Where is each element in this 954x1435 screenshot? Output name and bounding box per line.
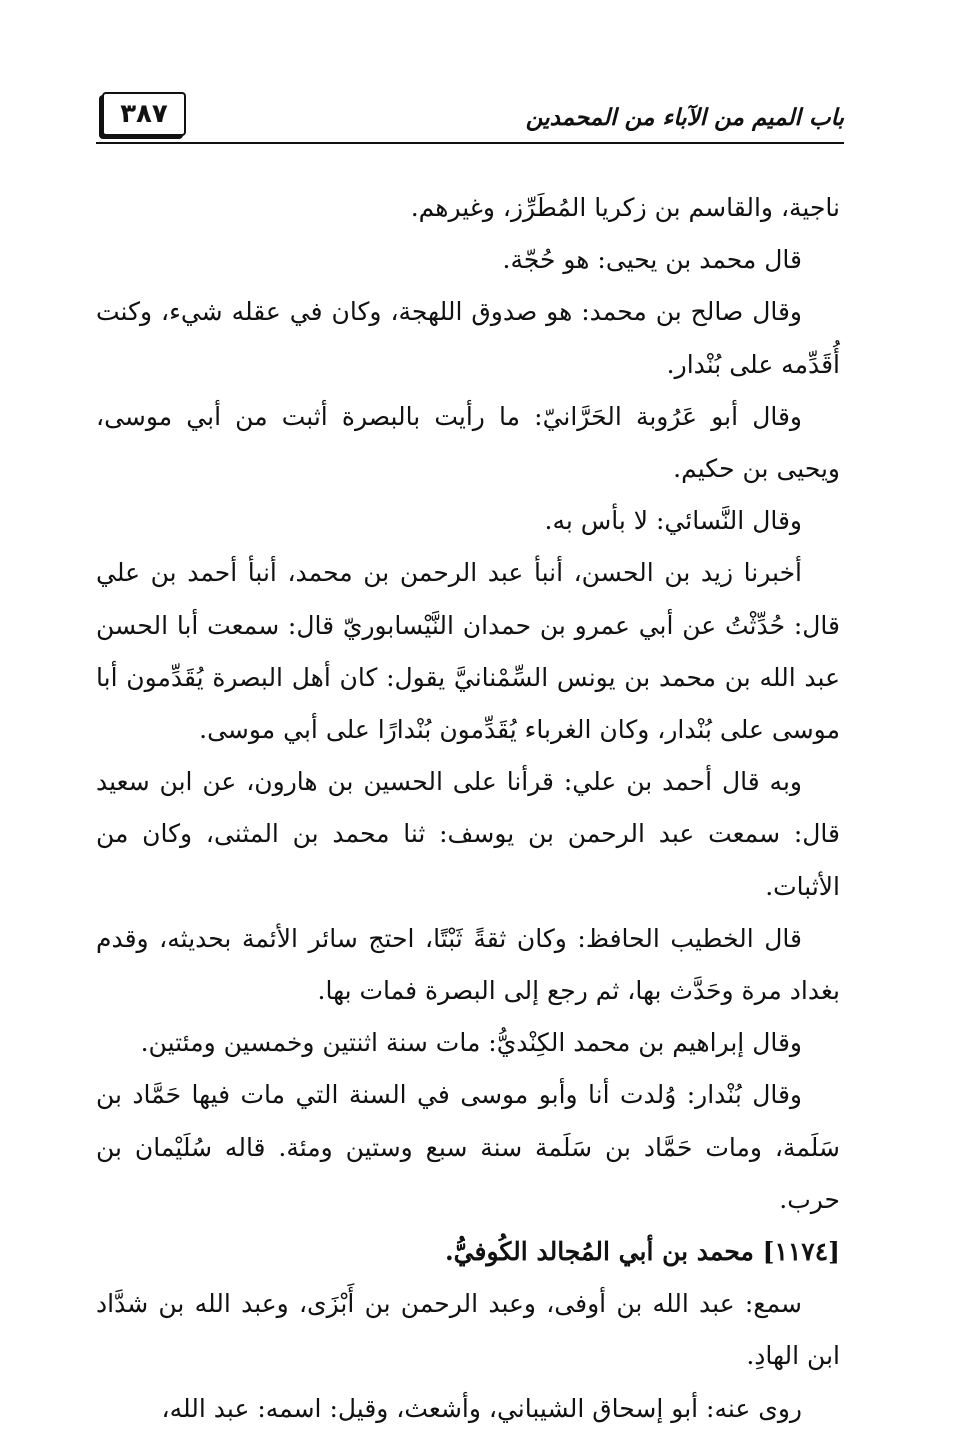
paragraph: وقال إبراهيم بن محمد الكِنْديُّ: مات سنة اثنتين وخمسين ومئتين.: [140, 1028, 802, 1058]
paragraph: وقال النَّسائي: لا بأس به.: [544, 506, 802, 536]
entry-heading: [١١٧٤] محمد بن أبي المُجالد الكُوفيُّ.: [444, 1237, 840, 1267]
running-title: باب الميم من الآباء من المحمدين: [525, 104, 844, 131]
paragraph: قال الخطيب الحافظ: وكان ثقةً ثَبْتًا، احتج سائر الأئمة بحديثه، وقدم بغداد مرة وحَدَّث بها، ثم رجع إلى البصرة فمات بها.: [96, 923, 840, 1006]
paragraph: روى عنه: أبو إسحاق الشيباني، وأشعث، وقيل: اسمه: عبد الله،: [161, 1393, 802, 1423]
paragraph: ناجية، والقاسم بن زكريا المُطَرِّز، وغيرهم.: [410, 193, 840, 222]
paragraph: سمع: عبد الله بن أوفى، وعبد الرحمن بن أَبْزَى، وعبد الله بن شدَّاد ابن الهادِ.: [96, 1289, 840, 1371]
page-number: ٣٨٧: [102, 92, 186, 136]
paragraph: أخبرنا زيد بن الحسن، أنبأ عبد الرحمن بن محمد، أنبأ أحمد بن علي قال: حُدِّثْتُ عن أبي عمرو بن حمدان النَّيْسابوريّ قال: سمعت أبا الحسن عبد الله بن محمد بن يونس السِّمْنانيَّ يقول: كان أهل البصرة يُقَدِّمون أبا موسى على بُنْدار، وكان الغرباء يُقَدِّمون بُنْدارًا على أبي موسى.: [96, 558, 840, 745]
paragraph: قال محمد بن يحيى: هو حُجّة.: [502, 245, 802, 275]
paragraph: وبه قال أحمد بن علي: قرأنا على الحسين بن هارون، عن ابن سعيد قال: سمعت عبد الرحمن بن يوسف: ثنا محمد بن المثنى، وكان من الأثبات.: [96, 767, 840, 901]
paragraph: وقال صالح بن محمد: هو صدوق اللهجة، وكان في عقله شيء، وكنت أُقَدِّمه على بُنْدار.: [96, 297, 840, 379]
paragraph: وقال بُنْدار: وُلدت أنا وأبو موسى في السنة التي مات فيها حَمَّاد بن سَلَمة، ومات حَمَّاد بن سَلَمة سنة سبع وستين ومئة. قاله سُلَيْمان بن حرب.: [96, 1080, 840, 1214]
paragraph: وقال أبو عَرُوبة الحَرَّانيّ: ما رأيت بالبصرة أثبت من أبي موسى، ويحيى بن حكيم.: [96, 401, 840, 484]
body-text: [96, 182, 840, 1435]
page-header: [96, 90, 844, 146]
header-rule: [96, 142, 844, 144]
